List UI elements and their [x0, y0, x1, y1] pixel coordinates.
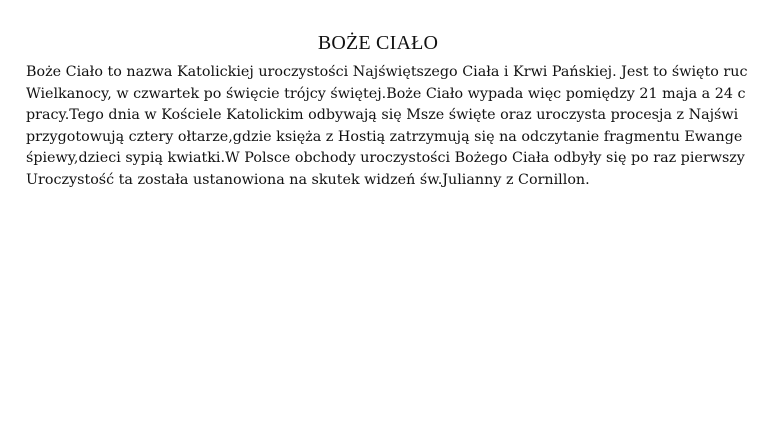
paragraph-line: Uroczystość ta została ustanowiona na skutek widzeń św.Julianny z Cornillon.: [26, 171, 590, 188]
body-paragraph: [26, 62, 747, 191]
paragraph-line: śpiewy,dzieci sypią kwiatki.W Polsce obchody uroczystości Bożego Ciała odbyły się po raz pierwszy: [26, 150, 745, 166]
paragraph-line: przygotowują cztery ołtarze,gdzie księża z Hostią zatrzymują się na odczytanie fragmentu Ewange: [26, 128, 743, 145]
paragraph-line: pracy.Tego dnia w Kościele Katolickim odbywają się Msze święte oraz uroczysta procesja z Najświ: [26, 107, 739, 123]
page-title: BOŻE CIAŁO: [317, 32, 439, 54]
paragraph-line: Boże Ciało to nazwa Katolickiej uroczystości Najświętszego Ciała i Krwi Pańskiej. Jest to święto ruc: [26, 64, 748, 80]
paragraph-line: Wielkanocy, w czwartek po święcie trójcy świętej.Boże Ciało wypada więc pomiędzy 21 maja a 24 c: [26, 85, 746, 102]
